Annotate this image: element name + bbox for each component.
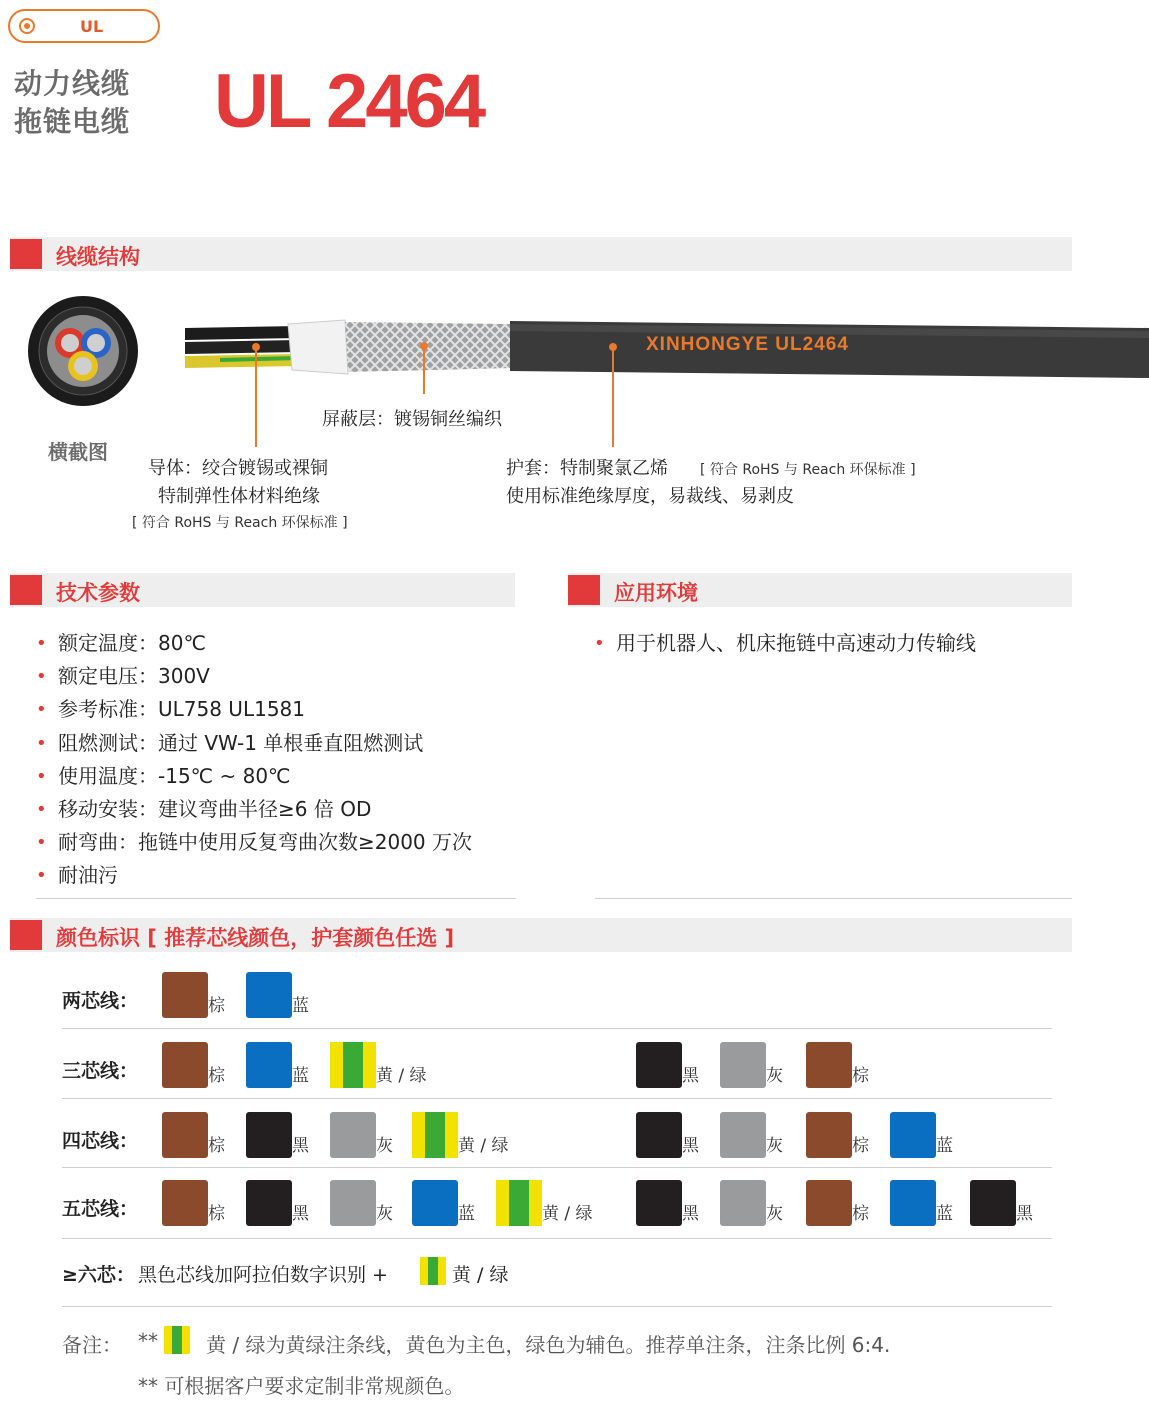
color-name: 棕 — [852, 1136, 869, 1156]
jacket-leader-line — [612, 347, 614, 447]
core-count-label: 五芯线： — [62, 1198, 139, 1220]
tech-param-item: • 移动安装：建议弯曲半径≥6 倍 OD — [34, 793, 554, 826]
category-badge — [8, 9, 160, 43]
section-header-application — [568, 573, 1072, 607]
gray-swatch — [330, 1112, 376, 1158]
blue-swatch — [246, 972, 292, 1018]
color-name: 黑 — [682, 1204, 699, 1224]
tech-param-item: • 耐油污 — [34, 859, 554, 892]
color-name: 黑 — [1016, 1204, 1033, 1224]
yellow-green-swatch — [164, 1326, 190, 1354]
shield-leader-line — [423, 346, 425, 394]
color-name: 黑 — [682, 1066, 699, 1086]
section-square-icon — [568, 575, 600, 605]
color-name: 棕 — [852, 1066, 869, 1086]
color-name: 棕 — [852, 1204, 869, 1224]
brown-swatch — [806, 1042, 852, 1088]
color-name: 灰 — [376, 1204, 393, 1224]
brown-swatch — [806, 1112, 852, 1158]
notes-line-1: 黄 / 绿为黄绿注条线，黄色为主色，绿色为辅色。推荐单注条，注条比例 6:4. — [206, 1333, 891, 1357]
section-title: 颜色标识 [ 推荐芯线颜色，护套颜色任选 ] — [56, 926, 455, 950]
notes-stars: ** — [138, 1329, 158, 1353]
divider — [62, 1098, 1052, 1099]
brown-swatch — [162, 1042, 208, 1088]
tech-param-item: • 额定电压：300V — [34, 660, 554, 693]
brown-swatch — [162, 972, 208, 1018]
six-core-yg-label: 黄 / 绿 — [452, 1264, 509, 1286]
black-swatch — [636, 1112, 682, 1158]
section-title: 技术参数 — [56, 581, 140, 605]
blue-swatch — [890, 1180, 936, 1226]
six-core-text: 黑色芯线加阿拉伯数字识别 + — [138, 1264, 388, 1286]
six-core-label: ≥六芯： — [62, 1264, 135, 1286]
gray-swatch — [720, 1112, 766, 1158]
color-name: 灰 — [766, 1204, 783, 1224]
divider — [62, 1167, 1052, 1168]
conductor-rohs-note: [ 符合 RoHS 与 Reach 环保标准 ] — [132, 515, 348, 531]
color-name: 蓝 — [936, 1204, 953, 1224]
black-swatch — [636, 1042, 682, 1088]
category-line-1: 动力线缆 — [14, 67, 131, 100]
gray-swatch — [330, 1180, 376, 1226]
section-square-icon — [10, 575, 42, 605]
section-header-tech — [10, 573, 515, 607]
jacket-rohs-note: [ 符合 RoHS 与 Reach 环保标准 ] — [700, 462, 916, 478]
black-swatch — [246, 1180, 292, 1226]
color-name: 黑 — [292, 1136, 309, 1156]
gray-swatch — [720, 1042, 766, 1088]
tech-param-item: • 阻燃测试：通过 VW-1 单根垂直阻燃测试 — [34, 727, 554, 760]
yellow-green-swatch — [420, 1257, 446, 1285]
model-title: UL 2464 — [214, 59, 484, 144]
shield-annotation: 屏蔽层：镀锡铜丝编织 — [322, 409, 502, 430]
notes-label: 备注： — [62, 1333, 122, 1357]
divider — [36, 898, 516, 899]
core-count-label: 四芯线： — [62, 1130, 139, 1152]
divider — [595, 898, 1072, 899]
tech-params-list — [34, 627, 554, 893]
application-item: • 用于机器人、机床拖链中高速动力传输线 — [592, 627, 1072, 660]
core-count-label: 三芯线： — [62, 1060, 139, 1082]
tech-param-item: • 使用温度：-15℃ ~ 80℃ — [34, 760, 554, 793]
color-name: 黑 — [292, 1204, 309, 1224]
section-title: 线缆结构 — [56, 245, 140, 269]
color-name: 黑 — [682, 1136, 699, 1156]
notes-line-2: ** 可根据客户要求定制非常规颜色。 — [138, 1374, 465, 1398]
color-name: 黄 / 绿 — [542, 1204, 593, 1224]
radio-circle-icon — [19, 18, 35, 34]
brown-swatch — [162, 1180, 208, 1226]
brown-swatch — [162, 1112, 208, 1158]
conductor-annotation-line-2: 特制弹性体材料绝缘 — [158, 486, 320, 507]
blue-swatch — [412, 1180, 458, 1226]
divider — [62, 1238, 1052, 1239]
category-line-2: 拖链电缆 — [14, 105, 131, 138]
section-title: 应用环境 — [614, 581, 698, 605]
color-name: 灰 — [766, 1066, 783, 1086]
color-name: 蓝 — [292, 996, 309, 1016]
color-name: 黄 / 绿 — [376, 1066, 427, 1086]
conductor-annotation-line-1: 导体：绞合镀锡或裸铜 — [148, 458, 328, 479]
yellow-green-swatch — [330, 1042, 376, 1088]
cross-section-label: 横截图 — [48, 440, 108, 464]
black-swatch — [636, 1180, 682, 1226]
blue-swatch — [246, 1042, 292, 1088]
color-name: 棕 — [208, 996, 225, 1016]
section-square-icon — [10, 920, 42, 950]
cross-section-image — [26, 295, 140, 407]
color-name: 灰 — [766, 1136, 783, 1156]
jacket-print: XINHONGYE UL2464 — [646, 334, 849, 355]
black-swatch — [970, 1180, 1016, 1226]
badge-label: UL — [80, 17, 104, 36]
divider — [62, 1028, 1052, 1029]
gray-swatch — [720, 1180, 766, 1226]
section-header-colors — [10, 918, 1072, 952]
black-swatch — [246, 1112, 292, 1158]
tech-param-item: • 参考标准：UL758 UL1581 — [34, 693, 554, 726]
color-name: 灰 — [376, 1136, 393, 1156]
blue-swatch — [890, 1112, 936, 1158]
core-count-label: 两芯线： — [62, 990, 139, 1012]
section-square-icon — [10, 239, 42, 269]
application-list — [592, 627, 1072, 660]
jacket-annotation-line-1: 护套：特制聚氯乙烯 — [506, 458, 668, 479]
yellow-green-swatch — [496, 1180, 542, 1226]
divider — [62, 1306, 1052, 1307]
conductor-leader-line — [255, 347, 257, 447]
section-header-structure — [10, 237, 1072, 271]
brown-swatch — [806, 1180, 852, 1226]
color-name: 棕 — [208, 1066, 225, 1086]
tech-param-item: • 耐弯曲：拖链中使用反复弯曲次数≥2000 万次 — [34, 826, 554, 859]
tech-param-item: • 额定温度：80℃ — [34, 627, 554, 660]
color-name: 黄 / 绿 — [458, 1136, 509, 1156]
color-name: 蓝 — [292, 1066, 309, 1086]
jacket-annotation-line-2: 使用标准绝缘厚度，易裁线、易剥皮 — [506, 486, 794, 507]
color-name: 蓝 — [458, 1204, 475, 1224]
yellow-green-swatch — [412, 1112, 458, 1158]
color-name: 棕 — [208, 1136, 225, 1156]
color-name: 棕 — [208, 1204, 225, 1224]
color-name: 蓝 — [936, 1136, 953, 1156]
